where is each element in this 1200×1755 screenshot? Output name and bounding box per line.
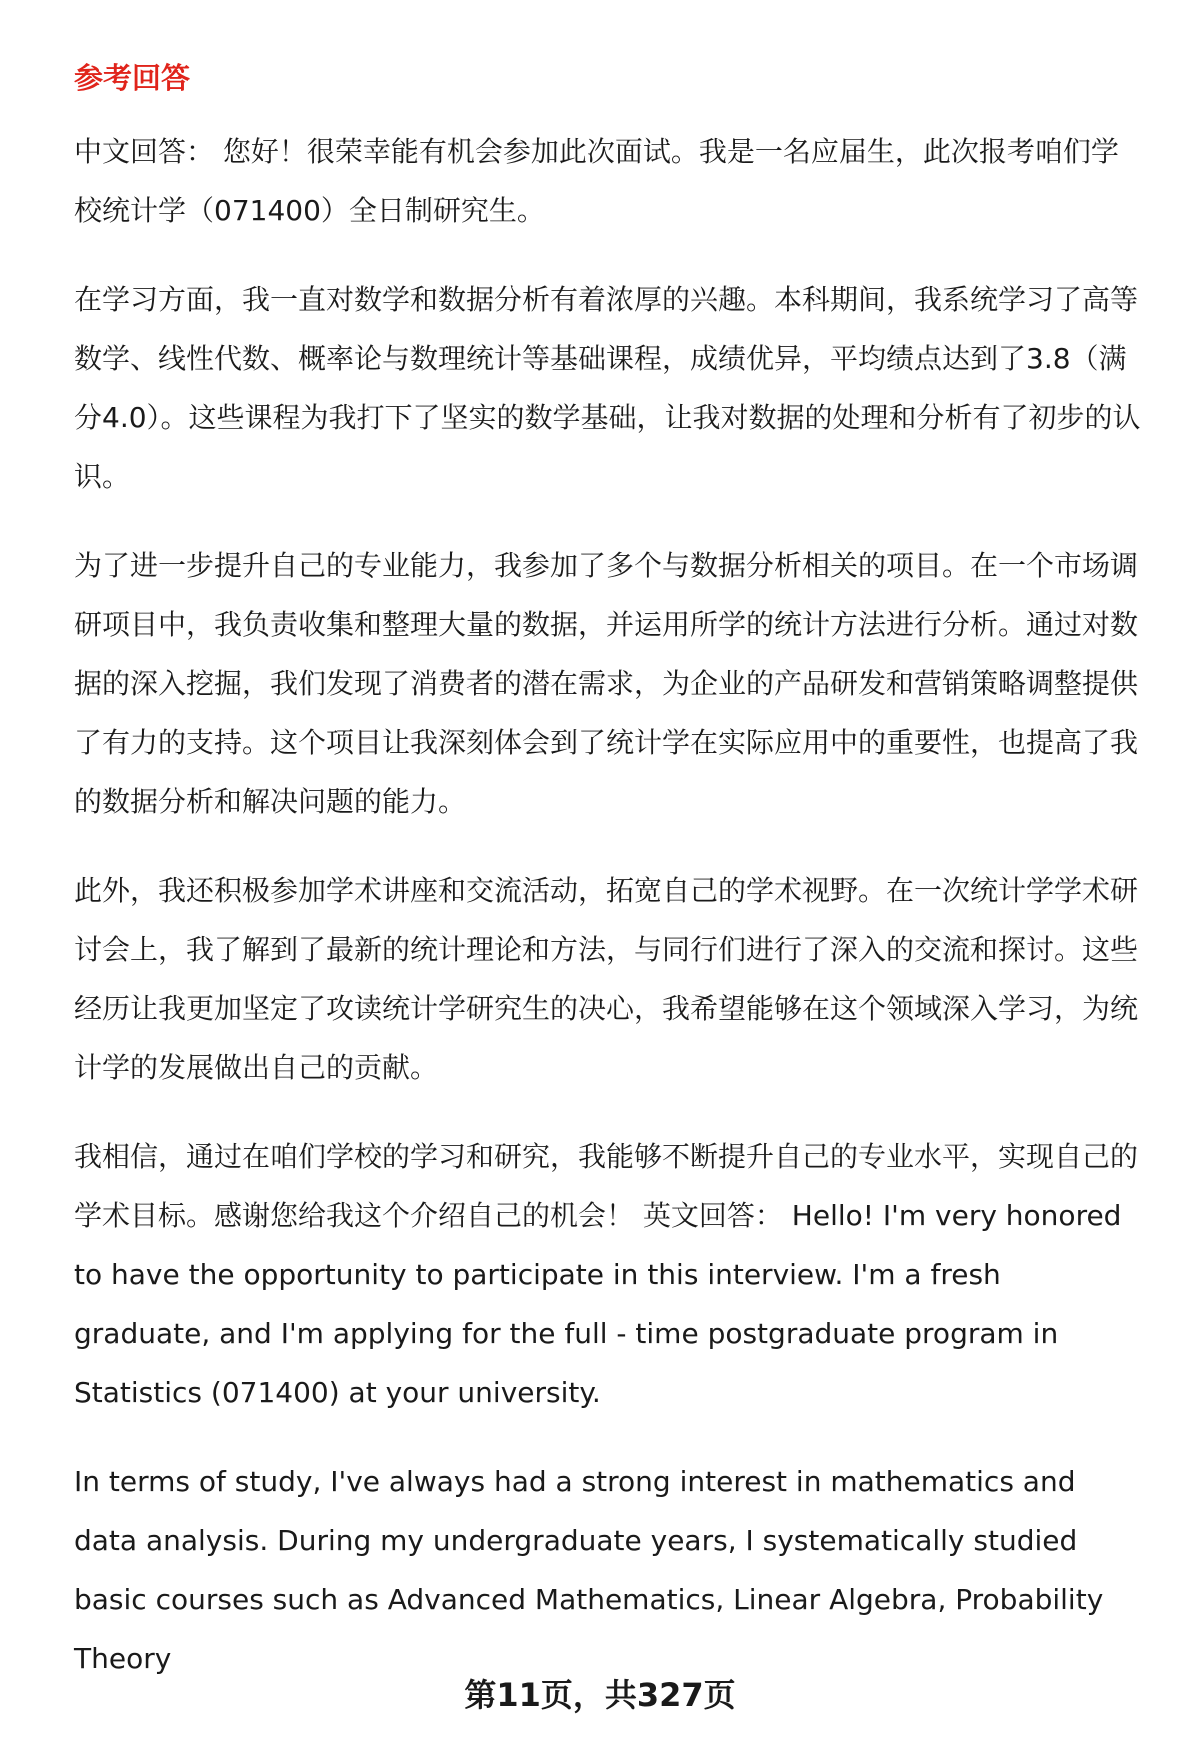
section-heading: 参考回答	[74, 61, 191, 95]
paragraph-intro-cn: 中文回答： 您好！很荣幸能有机会参加此次面试。我是一名应届生，此次报考咱们学校统计学（071400）全日制研究生。	[74, 135, 1119, 227]
paragraph-study: 在学习方面，我一直对数学和数据分析有着浓厚的兴趣。本科期间，我系统学习了高等数学、线性代数、概率论与数理统计等基础课程，成绩优异，平均绩点达到了3.8（满分4.0）。这些课程为我打下了坚实的数学基础，让我对数据的处理和分析有了初步的认识。	[74, 283, 1141, 493]
page-number: 第11页，共327页	[464, 1676, 736, 1714]
paragraph-closing-and-english-intro: 我相信，通过在咱们学校的学习和研究，我能够不断提升自己的专业水平，实现自己的学术目标。感谢您给我这个介绍自己的机会！ 英文回答： Hello! I'm very honored to have the opportunity to participate in this interview. I'm a fresh graduate, and I'm applying for the full - time postgraduate program in Statistics (071400) at your university.	[74, 1140, 1139, 1409]
paragraph-english-study: In terms of study, I've always had a strong interest in mathematics and data analysis. During my undergraduate years, I systematically studied basic courses such as Advanced Mathematics, Linear Algebra, Probability Theory	[74, 1465, 1104, 1675]
paragraph-projects: 为了进一步提升自己的专业能力，我参加了多个与数据分析相关的项目。在一个市场调研项目中，我负责收集和整理大量的数据，并运用所学的统计方法进行分析。通过对数据的深入挖掘，我们发现了消费者的潜在需求，为企业的产品研发和营销策略调整提供了有力的支持。这个项目让我深刻体会到了统计学在实际应用中的重要性，也提高了我的数据分析和解决问题的能力。	[74, 549, 1139, 818]
document-body	[74, 56, 1144, 1718]
paragraph-activities: 此外，我还积极参加学术讲座和交流活动，拓宽自己的学术视野。在一次统计学学术研讨会上，我了解到了最新的统计理论和方法，与同行们进行了深入的交流和探讨。这些经历让我更加坚定了攻读统计学研究生的决心，我希望能够在这个领域深入学习，为统计学的发展做出自己的贡献。	[74, 874, 1139, 1084]
